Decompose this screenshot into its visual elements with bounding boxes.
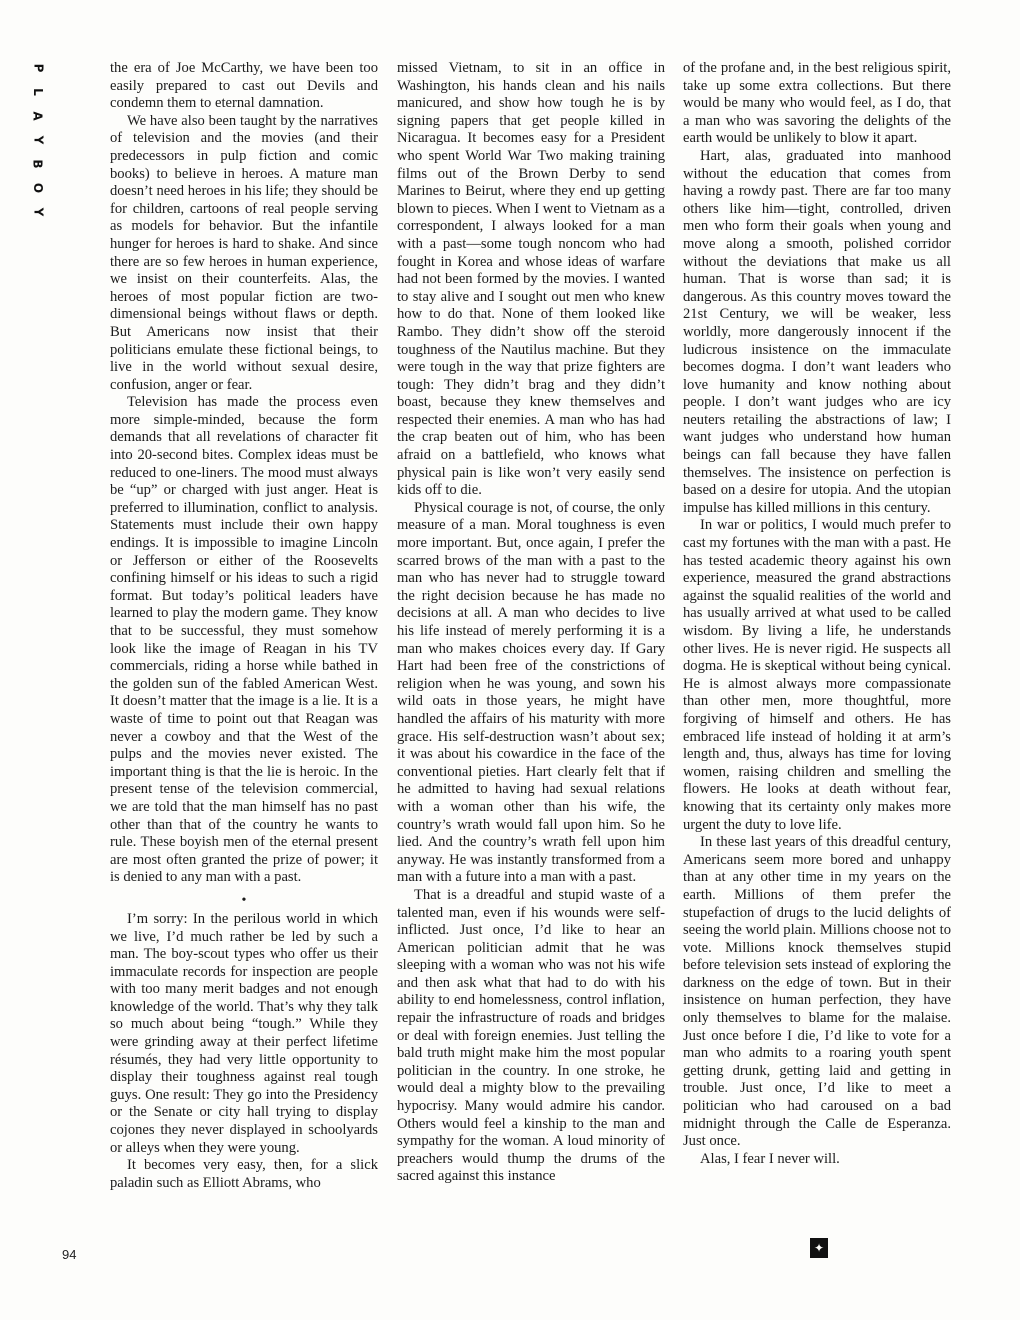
article-paragraph: In these last years of this dreadful century, Americans seem more bored and unhappy than at any other time in my years on the earth. Millions of them prefer the stupefaction of drugs to the lucid delights of seeing the world plain. Millions choose not to vote. Millions knock themselves stupid before television sets instead of exploring the darkness on the edge of town. But in their insistence on human perfection, they have only themselves to blame for the malaise. Just once before I die, I’d like to vote for a man who admits to a roaring youth spent getting drunk, getting laid and getting in trouble. Just once, I’d like to meet a politician who had caroused on a bad midnight through the Calle de Esperanza. Just once. [683,834,951,1150]
article-paragraph: It becomes very easy, then, for a slick paladin such as Elliott Abrams, who [110,1157,378,1191]
article-paragraph: Television has made the process even more simple-minded, because the form demands that all revelations of character fit into 20-second bites. Complex ideas must be reduced to one-liners. The mood must always be “up” or charged with just anger. Heat is preferred to illumination, conflict to analysis. Statements must include their own happy endings. It is impossible to imagine Lincoln or Jefferson or either of the Roosevelts confining himself or his ideas to such a rigid format. But today’s political leaders have learned to play the modern game. They know that to be successful, they must somehow look like the image of Reagan in his TV commercials, riding a horse while bathed in the golden sun of the fabled American West. It doesn’t matter that the image is a lie. It is a waste of time to point out that Reagan was never a cowboy and that the West of the pulps and the movies never existed. The important thing is that the lie is heroic. In the present tense of the television commercial, we are told that the man himself has no past other than that of the country he wants to rule. These boyish men of the eternal present are most often granted the prize of power; it is denied to any man with a past. [110,394,378,886]
article-column-1 [110,60,378,1192]
magazine-name-letter: L [31,88,45,96]
magazine-name-letter: B [31,159,45,169]
article-paragraph: I’m sorry: In the perilous world in which we live, I’d much rather be led by such a man. The boy-scout types who offer us their immaculate records for inspection are people with too many merit badges and not enough knowledge of the world. That’s why they talk so much about being “tough.” While they were grinding away at their perfect lifetime résumés, they had very little opportunity to display their toughness against real tough guys. One result: They go into the Presidency or the Senate or city hall trying to display cojones they never displayed in schoolyards or alleys when they were young. [110,910,378,1156]
magazine-name-letter: A [30,111,45,121]
article-paragraph: Physical courage is not, of course, the only measure of a man. Moral toughness is even more important. But, once again, I prefer the scarred brows of the man with a past to the man who has never had to struggle toward the right decision because he has made no decisions at all. A man who decides to live his life instead of merely performing it is a man who makes choices every day. If Gary Hart had been free of the constrictions of religion when he was young, and sown his wild oats in those years, he might have handled the affairs of his maturity with more grace. His self-destruction wasn’t about sex; it was about his cowardice in the face of the conventional pieties. Hart clearly felt that if he admitted to having had sexual relations with a woman other than his wife, the country’s wrath would fall upon him. So he lied. And the country’s wrath fell upon him anyway. He was instantly transformed from a man with a future into a man with a past. [397,499,665,886]
article-paragraph: Alas, I fear I never will. [700,1150,840,1167]
magazine-name-letter: Y [30,207,45,217]
article-paragraph: In war or politics, I would much prefer to cast my fortunes with the man with a past. He has tested academic theory against his own experience, measured the grand abstractions against the squalid realities of the world and has usually arrived at what used to be called wisdom. By living a life, he understands other lives. He is never rigid. He suspects all dogma. He is skeptical without being cynical. He is almost always more compassionate than other men, more thoughtful, more forgiving of himself and others. He has embraced life instead of holding it at arm’s length and, thus, always has time for loving women, raising children and smelling the flowers. He looks at death without fear, knowing that its certainty only makes more urgent the duty to love life. [683,517,951,833]
article-paragraph: of the profane and, in the best religious spirit, take up some extra collections. But there would be many who would feel, as I do, that a man who was savoring the delights of the earth would be unlikely to blow it apart. [683,60,951,147]
rabbit-head-end-mark-icon: ✦ [810,1238,828,1258]
article-paragraph: Hart, alas, graduated into manhood without the education that comes from having a rowdy past. There are far too many others like him—tight, controlled, driven men who form their goals when young and move along a smooth, polished corridor without the deviations that make us all human. That is worse than sad; it is dangerous. As this country moves toward the 21st Century, we will be weaker, less worldly, more dangerously innocent if the ludicrous insistence on the immaculate becomes dogma. I don’t want leaders who love humanity and know nothing about people. I don’t want judges who are icy neuters retailing the abstractions of law; I want judges who understand how human beings can fall because they have fallen themselves. The insistence on perfection is based on a desire for utopia. And the utopian impulse has killed millions in this century. [683,147,951,516]
article-paragraph: the era of Joe McCarthy, we have been too easily prepared to cast out Devils and condemn them to eternal damnation. [110,60,378,112]
article-column-3 [683,60,951,1168]
page-number: 94 [62,1247,77,1262]
magazine-name-letter: O [30,182,45,194]
article-paragraph: That is a dreadful and stupid waste of a talented man, even if his wounds were self-inflicted. Just once, I’d like to hear an American politician admit that he was sleeping with a woman who was not his wife and then ask what that had to do with his ability to end homelessness, control inflation, repair the infrastructure of roads and bridges or deal with foreign enemies. Just telling the bald truth might make him the most popular politician in the country. In one stroke, he would deal a mighty blow to the prevailing hypocrisy. Many would admire his candor. Others would feel a kinship to the man and sympathy for the woman. A loud minority of preachers would thump the drums of the sacred against this instance [397,886,665,1185]
article-column-2 [397,60,665,1186]
section-break-bullet: • [241,892,247,908]
magazine-name-letter: Y [30,135,45,145]
magazine-name-letter: P [30,63,45,73]
magazine-name-vertical [30,56,46,224]
article-paragraph: We have also been taught by the narratives of television and the movies (and their predecessors in pulp fiction and comic books) to believe in heroes. A mature man doesn’t need heroes in his life; they should be for children, cartoons of real people serving as models for behavior. But the infantile hunger for heroes is hard to shake. And since there are so few heroes in human experience, we insist on their counterfeits. Alas, the heroes of most popular fiction are two-dimensional beings without flaws or depth. But Americans now insist that their politicians emulate these fictional beings, to live in the world without sexual desire, confusion, anger or fear. [110,112,378,393]
article-paragraph: missed Vietnam, to sit in an office in Washington, his hands clean and his nails manicured, and show how tough he is by signing papers that get people killed in Nicaragua. It becomes easy for a President who spent World War Two making training films out of the Brown Derby to send Marines to Beirut, where they end up getting blown to pieces. When I went to Vietnam as a correspondent, I always looked for a man with a past—some tough noncom who had fought in Korea and whose ideas of warfare had not been formed by the movies. I wanted to stay alive and I sought out men who knew how to do that. None of them looked like Rambo. They didn’t show off the steroid toughness of the Nautilus machine. But they were tough in the way that prize fighters are tough: They didn’t brag and they didn’t boast, because they knew themselves and respected their enemies. A man who has had the crap beaten out of him, who has been afraid on a battlefield, who knows what physical pain is like won’t very easily send kids off to die. [397,60,665,499]
